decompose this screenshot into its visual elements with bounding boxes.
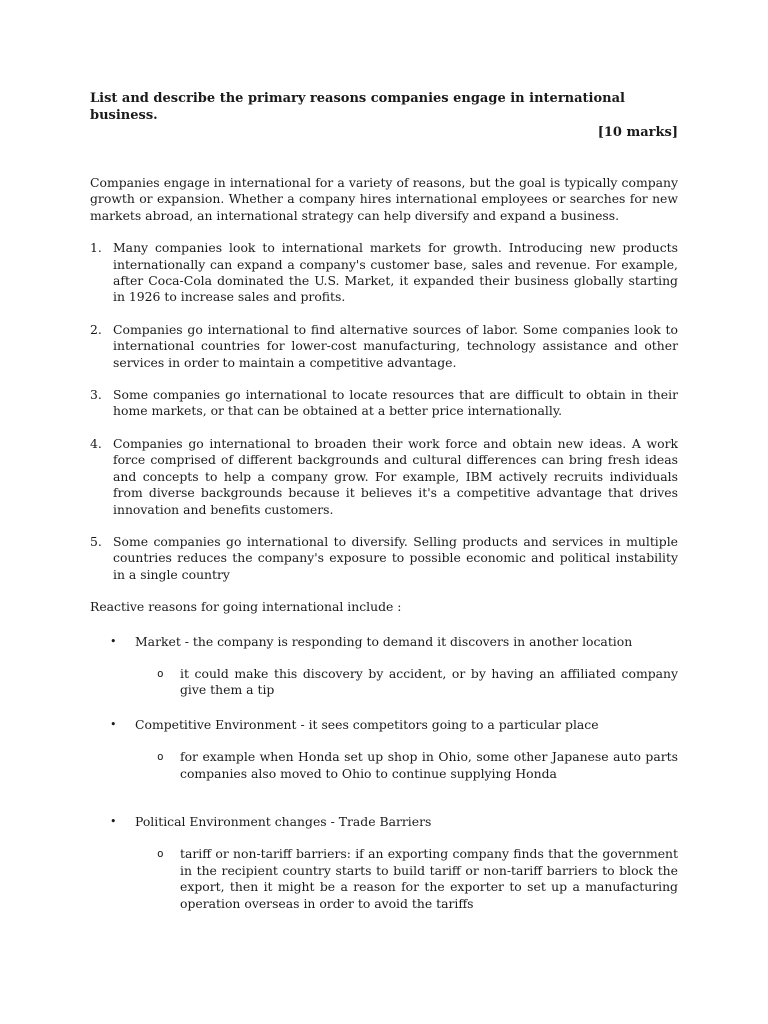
bullet-item-competitive-environment bbox=[90, 717, 678, 733]
document-page bbox=[90, 90, 678, 912]
bullet-item-label: Competitive Environment - it sees competitors going to a particular place bbox=[135, 716, 599, 732]
list-item-number: 1. bbox=[90, 240, 102, 256]
bullet-item-label: Market - the company is responding to demand it discovers in another location bbox=[135, 633, 633, 649]
list-item-number: 4. bbox=[90, 435, 102, 451]
sub-bullet-text: it could make this discovery by accident, or by having an affiliated company give them a tip bbox=[180, 665, 678, 698]
sub-bullet-text: tariff or non-tariff barriers: if an exporting company finds that the government in the recipient country starts to build tariff or non-tariff barriers to block the export, then it might be a reason for the exporter to set up a manufacturing operation overseas in order to avoid the tariffs bbox=[180, 846, 678, 911]
list-item-text: Some companies go international to locate resources that are difficult to obtain in their home markets, or that can be obtained at a better price internationally. bbox=[113, 387, 678, 419]
sub-bullet-item bbox=[90, 666, 678, 699]
list-item bbox=[90, 322, 678, 371]
list-item-number: 2. bbox=[90, 321, 102, 337]
question-marks: [10 marks] bbox=[597, 125, 678, 140]
sub-bullet-icon: o bbox=[157, 847, 164, 861]
reactive-reasons-intro: Reactive reasons for going international include : bbox=[90, 599, 402, 615]
bullet-icon: • bbox=[110, 717, 117, 731]
list-item bbox=[90, 534, 678, 583]
list-item bbox=[90, 436, 678, 518]
list-item-text: Some companies go international to diversify. Selling products and services in multiple countries reduces the company's exposure to possible economic and political instability in a single country bbox=[113, 533, 678, 582]
question-title: List and describe the primary reasons companies engage in international business. bbox=[90, 91, 625, 123]
sub-bullet-item bbox=[90, 846, 678, 912]
reasons-list bbox=[90, 240, 678, 583]
sub-bullet-text: for example when Honda set up shop in Ohio, some other Japanese auto parts companies also moved to Ohio to continue supplying Honda bbox=[180, 749, 678, 781]
bullet-icon: • bbox=[110, 634, 117, 648]
bullet-item-market bbox=[90, 634, 678, 650]
list-item bbox=[90, 240, 678, 306]
bullet-item-label: Political Environment changes - Trade Barriers bbox=[135, 813, 432, 829]
sub-bullet-icon: o bbox=[157, 750, 164, 764]
intro-paragraph: Companies engage in international for a variety of reasons, but the goal is typically company growth or expansion. Whether a company hires international employees or searches for new markets abroad, an international strategy can help diversify and expand a business. bbox=[90, 175, 678, 223]
list-item-text: Companies go international to find alternative sources of labor. Some companies look to international countries for lower-cost manufacturing, technology assistance and other services in order to maintain a competitive advantage. bbox=[113, 321, 678, 370]
list-item-number: 5. bbox=[90, 533, 102, 549]
list-item-text: Many companies look to international markets for growth. Introducing new products internationally can expand a company's customer base, sales and revenue. For example, after Coca-Cola dominated the U.S. Market, it expanded their business globally starting in 1926 to increase sales and profits. bbox=[113, 240, 678, 305]
sub-bullet-item bbox=[90, 749, 678, 782]
list-item bbox=[90, 387, 678, 420]
sub-bullet-icon: o bbox=[157, 666, 164, 680]
list-item-text: Companies go international to broaden their work force and obtain new ideas. A work force comprised of different backgrounds and cultural differences can bring fresh ideas and concepts to help a company grow. For example, IBM actively recruits individuals from diverse backgrounds because it believes it's a competitive advantage that drives innovation and benefits customers. bbox=[113, 435, 678, 517]
bullet-item-political-environment bbox=[90, 814, 678, 830]
list-item-number: 3. bbox=[90, 387, 102, 403]
bullet-icon: • bbox=[110, 814, 117, 828]
